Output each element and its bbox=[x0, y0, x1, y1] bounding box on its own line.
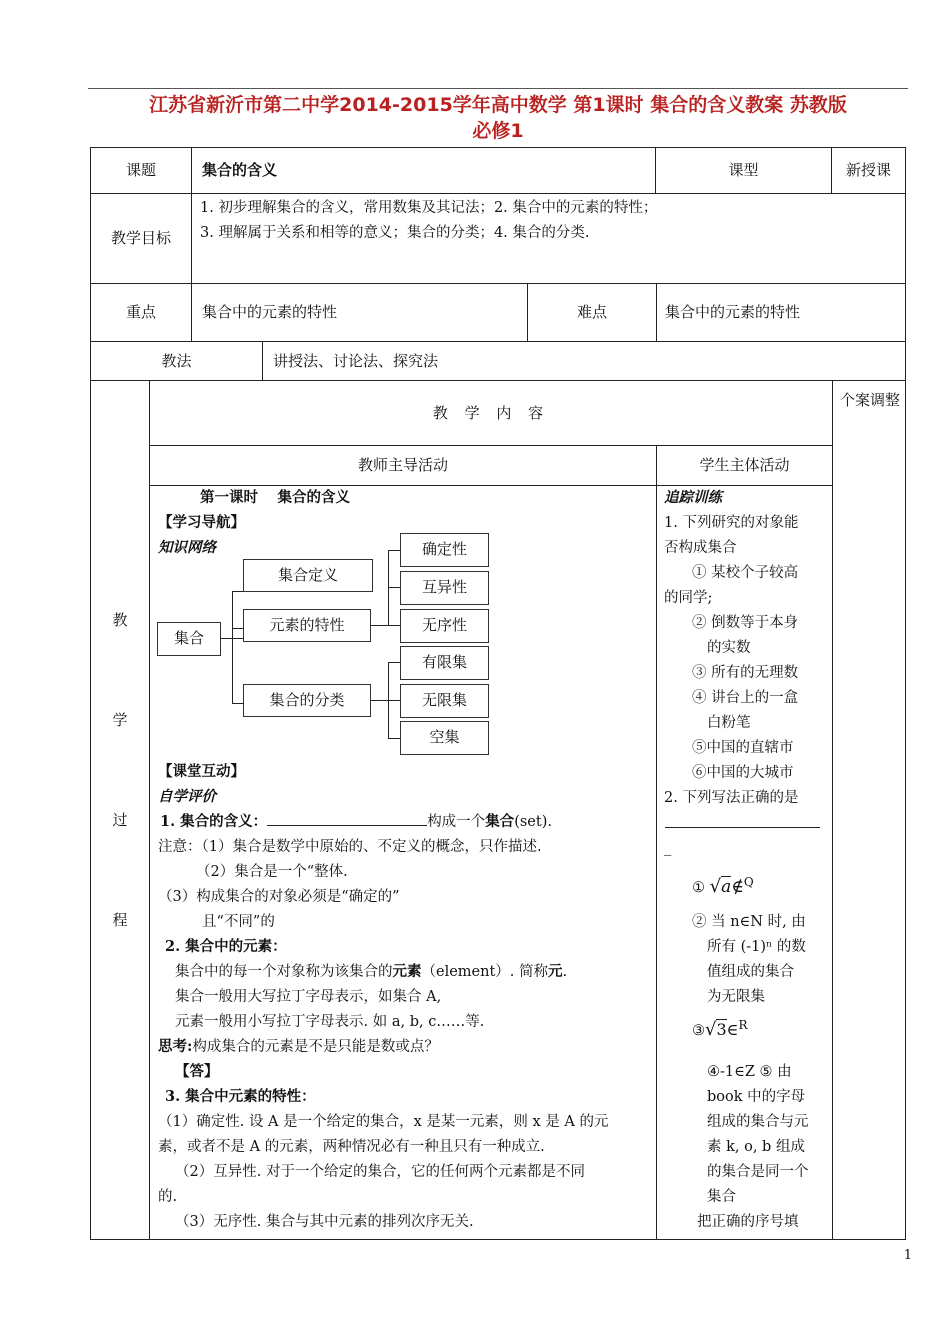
section-3-line-2: 素，或者不是 A 的元素，两种情况必有一种且只有一种成立. bbox=[158, 1139, 545, 1155]
node-empty-set: 空集 bbox=[400, 721, 489, 755]
section-2-line-3: 元素一般用小写拉丁字母表示. 如 a, b, c……等. bbox=[175, 1014, 485, 1030]
sqrt-icon: √ bbox=[705, 1018, 717, 1040]
method-label: 教法 bbox=[90, 341, 263, 381]
page-number: 1 bbox=[903, 1248, 912, 1263]
topic-value: 集合的含义 bbox=[191, 147, 656, 194]
node-classification: 集合的分类 bbox=[243, 684, 371, 717]
lesson-title: 第一课时 集合的含义 bbox=[200, 489, 351, 506]
node-properties: 元素的特性 bbox=[243, 609, 371, 642]
section-3: 3. 集合中元素的特性： bbox=[165, 1088, 316, 1105]
section-3-line-5: （3）无序性. 集合与其中元素的排列次序无关. bbox=[175, 1214, 474, 1230]
key-label: 重点 bbox=[90, 283, 192, 342]
q1-item-3: ③ 所有的无理数 bbox=[692, 665, 799, 681]
node-infinite-set: 无限集 bbox=[400, 684, 489, 718]
process-char-3: 过 bbox=[112, 811, 128, 829]
edge-props-trunk bbox=[388, 550, 389, 626]
sqrt-icon: √ bbox=[709, 875, 722, 897]
q2-option-2-line-1: ② 当 n∈N 时, 由 bbox=[692, 914, 806, 930]
q1-item-1-line-2: 的同学; bbox=[664, 590, 713, 606]
fill-instruction: 把正确的序号填 bbox=[697, 1214, 799, 1230]
section-1-bold: 集合 bbox=[485, 813, 515, 830]
goal-line-1: 1. 初步理解集合的含义，常用数集及其记法；2. 集合中的元素的特性； bbox=[200, 200, 658, 216]
title-line-2: 必修1 bbox=[472, 120, 524, 142]
q2-option-2-line-4: 为无限集 bbox=[707, 989, 765, 1005]
s2-text-e: . bbox=[562, 964, 568, 980]
blank-line bbox=[267, 811, 427, 826]
s2-text-c: （element）. 简称 bbox=[421, 964, 549, 980]
q2-option-2-line-2: 所有 (-1)ⁿ 的数 bbox=[707, 939, 806, 955]
node-root: 集合 bbox=[157, 622, 221, 656]
process-char-1: 教 bbox=[112, 611, 128, 629]
note-4: 且“不同”的 bbox=[202, 914, 275, 930]
type-value: 新授课 bbox=[831, 147, 906, 194]
interact-heading: 【课堂互动】 bbox=[158, 763, 245, 780]
option-3-relation: ∈ bbox=[726, 1019, 739, 1039]
q1-item-5: ⑤中国的直辖市 bbox=[692, 740, 794, 756]
node-finite-set: 有限集 bbox=[400, 646, 489, 680]
option-1-set: Q bbox=[743, 875, 754, 889]
q2-option-45-line-1: ④-1∈Z ⑤ 由 bbox=[707, 1064, 792, 1080]
edge-props-right bbox=[371, 625, 388, 626]
section-1-prefix: 1. 集合的含义： bbox=[160, 813, 268, 830]
answer-label: 【答】 bbox=[175, 1063, 219, 1080]
nav-heading: 【学习导航】 bbox=[158, 514, 245, 531]
title-line-1: 江苏省新沂市第二中学2014-2015学年高中数学 第1课时 集合的含义教案 苏教版 bbox=[149, 94, 847, 116]
option-3-number: ③ bbox=[692, 1022, 705, 1039]
topic-label: 课题 bbox=[90, 147, 192, 194]
note-2: （2）集合是一个“整体. bbox=[196, 864, 348, 880]
node-unordered: 无序性 bbox=[400, 609, 489, 643]
teacher-header: 教师主导活动 bbox=[149, 445, 657, 486]
q2-blank-end: _ bbox=[664, 840, 672, 856]
q2-option-45-line-5: 的集合是同一个 bbox=[707, 1164, 809, 1180]
q1-item-4-line-1: ④ 讲台上的一盒 bbox=[692, 690, 799, 706]
q2-option-45-line-3: 组成的集合与元 bbox=[707, 1114, 809, 1130]
section-2-line-2: 集合一般用大写拉丁字母表示，如集合 A, bbox=[175, 989, 442, 1005]
section-1-end: (set). bbox=[514, 814, 552, 830]
q2-option-45-line-2: book 中的字母 bbox=[707, 1089, 806, 1105]
section-2: 2. 集合中的元素： bbox=[165, 938, 287, 955]
type-label: 课型 bbox=[655, 147, 832, 194]
process-char-4: 程 bbox=[112, 911, 128, 929]
document-title bbox=[88, 92, 908, 144]
s2-text-a: 集合中的每一个对象称为该集合的 bbox=[175, 964, 393, 980]
q2-option-3 bbox=[692, 1013, 748, 1044]
note-3: （3）构成集合的对象必须是“确定的” bbox=[158, 889, 400, 905]
q1-item-4-line-2: 白粉笔 bbox=[707, 715, 751, 731]
think-text: 构成集合的元素是不是只能是数或点？ bbox=[192, 1039, 439, 1055]
method-value: 讲授法、讨论法、探究法 bbox=[262, 341, 906, 381]
s2-bold-yuan: 元 bbox=[548, 963, 563, 980]
option-1-radicand: a bbox=[721, 876, 732, 897]
node-definition: 集合定义 bbox=[243, 559, 373, 592]
section-3-line-3: （2）互异性. 对于一个给定的集合，它的任何两个元素都是不同 bbox=[175, 1164, 585, 1180]
q1-item-2-line-2: 的实数 bbox=[707, 640, 751, 656]
node-distinctness: 互异性 bbox=[400, 571, 489, 605]
track-heading: 追踪训练 bbox=[664, 490, 722, 506]
note-1: 注意：（1）集合是数学中原始的、不定义的概念，只作描述. bbox=[158, 839, 542, 855]
student-header: 学生主体活动 bbox=[656, 445, 833, 486]
q1-line-2: 否构成集合 bbox=[664, 540, 737, 556]
edge-cls-right bbox=[371, 700, 388, 701]
goal-label: 教学目标 bbox=[90, 193, 192, 284]
think-question bbox=[158, 1035, 439, 1060]
header-rule bbox=[88, 88, 908, 89]
q1-item-2-line-1: ② 倒数等于本身 bbox=[692, 615, 799, 631]
q2-option-1 bbox=[692, 870, 754, 901]
option-3-radicand: 3 bbox=[716, 1019, 727, 1039]
knowledge-net-heading: 知识网络 bbox=[158, 540, 216, 556]
process-side-label bbox=[90, 570, 150, 970]
option-3-set: R bbox=[738, 1018, 748, 1032]
edge-trunk bbox=[232, 591, 233, 704]
q2-option-45-line-6: 集合 bbox=[707, 1189, 736, 1205]
q1-line-1: 1. 下列研究的对象能 bbox=[664, 515, 799, 531]
section-2-line-1 bbox=[175, 960, 567, 985]
think-label: 思考: bbox=[158, 1038, 193, 1055]
section-3-line-1: （1）确定性. 设 A 是一个给定的集合，x 是某一元素，则 x 是 A 的元 bbox=[158, 1114, 609, 1130]
s2-bold-element: 元素 bbox=[392, 963, 422, 980]
section-3-line-4: 的. bbox=[158, 1189, 178, 1205]
q2-option-2-line-3: 值组成的集合 bbox=[707, 964, 794, 980]
difficulty-label: 难点 bbox=[527, 283, 657, 342]
adjust-header: 个案调整 bbox=[840, 391, 901, 409]
goal-value bbox=[191, 193, 906, 284]
q2-option-45-line-4: 素 k, o, b 组成 bbox=[707, 1139, 805, 1155]
adjust-column bbox=[832, 380, 906, 1240]
q1-item-1-line-1: ① 某校个子较高 bbox=[692, 565, 799, 581]
process-char-2: 学 bbox=[112, 711, 128, 729]
q1-item-6: ⑥中国的大城市 bbox=[692, 765, 794, 781]
goal-line-2: 3. 理解属于关系和相等的意义；集合的分类；4. 集合的分类. bbox=[200, 225, 590, 241]
node-determinacy: 确定性 bbox=[400, 533, 489, 567]
q2-blank-line bbox=[665, 827, 820, 828]
difficulty-value: 集合中的元素的特性 bbox=[656, 283, 906, 342]
key-value: 集合中的元素的特性 bbox=[191, 283, 528, 342]
section-1-suffix: 构成一个 bbox=[427, 814, 486, 830]
option-1-relation: ∉ bbox=[731, 876, 744, 897]
section-1 bbox=[160, 810, 552, 835]
option-1-number: ① bbox=[692, 879, 705, 896]
content-header: 教 学 内 容 bbox=[149, 380, 833, 446]
self-eval-heading: 自学评价 bbox=[158, 789, 216, 805]
q2-prompt: 2. 下列写法正确的是 bbox=[664, 790, 799, 806]
